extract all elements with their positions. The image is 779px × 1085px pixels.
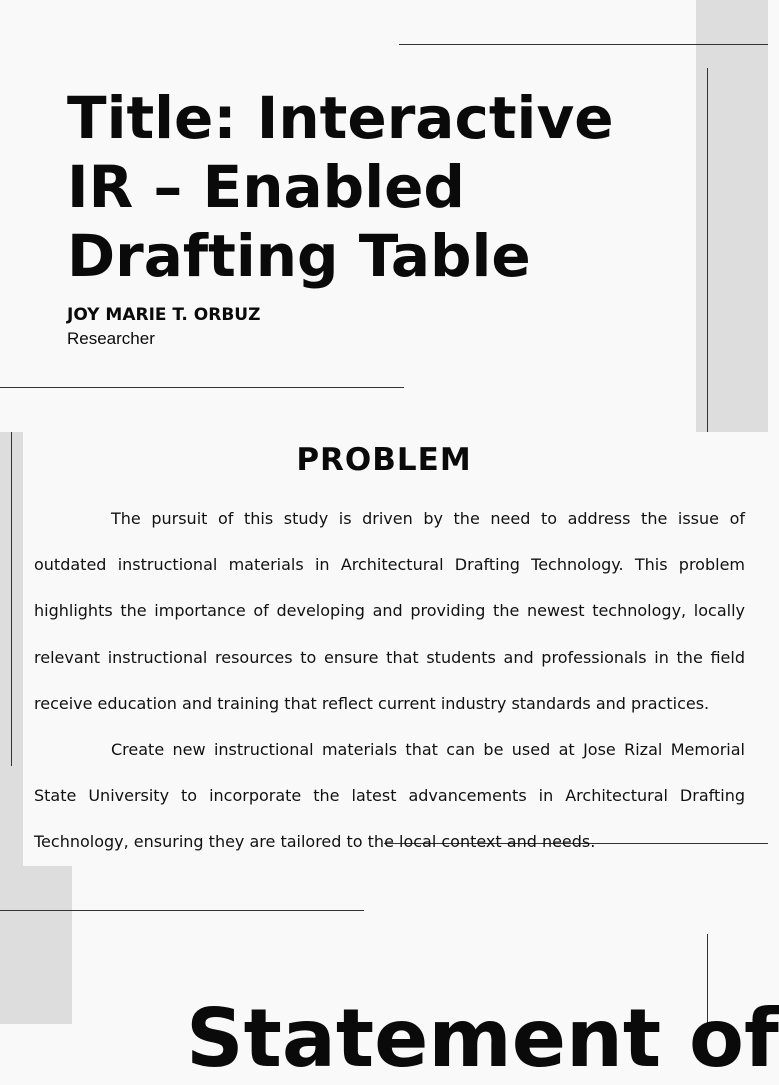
decorative-top-line <box>399 44 768 45</box>
paragraph: Create new instructional materials that can be used at Jose Rizal Memorial State University to incorporate the latest advancements in Architectural Drafting Technology, ensuring they are tailored to the local context and needs. <box>34 740 745 852</box>
decorative-top-line <box>0 910 364 911</box>
decorative-vertical-line <box>11 432 12 766</box>
decorative-bottom-line <box>0 387 404 388</box>
section-heading: PROBLEM <box>296 442 472 478</box>
decorative-side-band <box>0 866 72 1024</box>
author-role: Researcher <box>67 329 155 348</box>
slide-title: Title: Interactive IR – Enabled Drafting Table <box>67 84 614 290</box>
author-name: JOY MARIE T. ORBUZ <box>67 305 261 325</box>
title-slide <box>0 0 768 432</box>
statement-slide <box>0 866 779 1085</box>
problem-body <box>34 496 745 866</box>
decorative-vertical-line <box>707 68 708 432</box>
paragraph: The pursuit of this study is driven by the need to address the issue of outdated instructional materials in Architectural Drafting Technology. This problem highlights the importance of developing and providing the newest technology, locally relevant instructional resources to ensure that students and professionals in the field receive education and training that reflect current industry standards and practices. <box>34 509 745 713</box>
problem-slide <box>0 432 768 866</box>
section-heading: Statement of <box>186 992 779 1085</box>
